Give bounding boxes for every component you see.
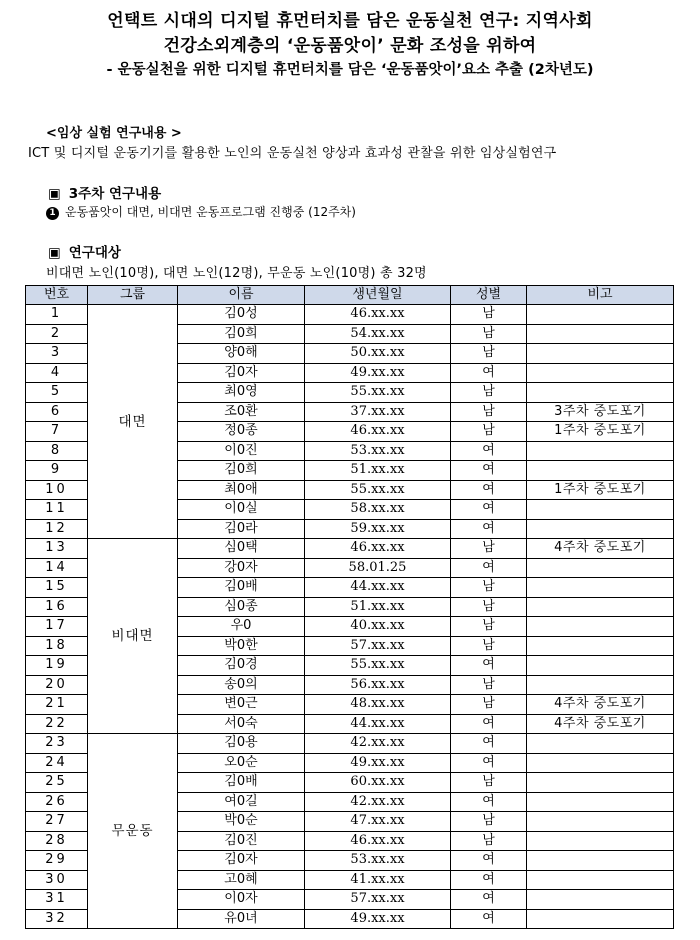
cell-name: 김0희 <box>178 461 305 481</box>
cell-name: 심0종 <box>178 597 305 617</box>
cell-name: 강0자 <box>178 558 305 578</box>
cell-sex: 여 <box>451 500 527 520</box>
cell-note <box>527 383 674 403</box>
cell-name: 이0자 <box>178 890 305 910</box>
week3-heading-text: 3주차 연구내용 <box>68 186 162 202</box>
cell-birth: 55.xx.xx <box>305 480 451 500</box>
cell-sex: 여 <box>451 890 527 910</box>
cell-sex: 남 <box>451 305 527 325</box>
cell-no: 29 <box>26 851 88 871</box>
cell-group: 무운동 <box>88 734 178 929</box>
cell-birth: 49.xx.xx <box>305 363 451 383</box>
cell-birth: 57.xx.xx <box>305 890 451 910</box>
cell-note: 4주차 중도포기 <box>527 714 674 734</box>
cell-sex: 남 <box>451 812 527 832</box>
cell-note <box>527 890 674 910</box>
cell-no: 23 <box>26 734 88 754</box>
cell-birth: 49.xx.xx <box>305 753 451 773</box>
cell-no: 13 <box>26 539 88 559</box>
cell-name: 최0영 <box>178 383 305 403</box>
cell-note: 3주차 중도포기 <box>527 402 674 422</box>
table-row <box>26 305 674 325</box>
cell-name: 양0해 <box>178 344 305 364</box>
cell-sex: 남 <box>451 383 527 403</box>
cell-birth: 58.xx.xx <box>305 500 451 520</box>
cell-birth: 58.01.25 <box>305 558 451 578</box>
cell-note <box>527 656 674 676</box>
cell-sex: 여 <box>451 519 527 539</box>
cell-name: 조0환 <box>178 402 305 422</box>
cell-birth: 47.xx.xx <box>305 812 451 832</box>
cell-no: 14 <box>26 558 88 578</box>
cell-no: 21 <box>26 695 88 715</box>
cell-no: 20 <box>26 675 88 695</box>
cell-note <box>527 831 674 851</box>
cell-note <box>527 734 674 754</box>
cell-name: 최0애 <box>178 480 305 500</box>
cell-sex: 남 <box>451 539 527 559</box>
cell-note <box>527 344 674 364</box>
doc-title-line2: 건강소외계층의 ‘운동품앗이’ 문화 조성을 위하여 <box>163 36 537 56</box>
cell-birth: 48.xx.xx <box>305 695 451 715</box>
cell-no: 25 <box>26 773 88 793</box>
cell-birth: 59.xx.xx <box>305 519 451 539</box>
cell-name: 변0근 <box>178 695 305 715</box>
doc-title-line1: 언택트 시대의 디지털 휴먼터치를 담은 운동실천 연구: 지역사회 <box>107 11 593 31</box>
cell-name: 김0자 <box>178 851 305 871</box>
cell-birth: 46.xx.xx <box>305 422 451 442</box>
cell-name: 김0배 <box>178 773 305 793</box>
cell-no: 8 <box>26 441 88 461</box>
cell-name: 유0녀 <box>178 909 305 929</box>
subjects-heading-text: 연구대상 <box>68 245 121 261</box>
square-bullet-icon: ▣ <box>48 186 61 202</box>
cell-no: 15 <box>26 578 88 598</box>
cell-sex: 남 <box>451 636 527 656</box>
cell-name: 이0진 <box>178 441 305 461</box>
cell-name: 고0혜 <box>178 870 305 890</box>
cell-no: 27 <box>26 812 88 832</box>
cell-name: 여0길 <box>178 792 305 812</box>
cell-sex: 여 <box>451 909 527 929</box>
cell-birth: 42.xx.xx <box>305 734 451 754</box>
cell-birth: 50.xx.xx <box>305 344 451 364</box>
cell-name: 김0성 <box>178 305 305 325</box>
cell-no: 9 <box>26 461 88 481</box>
cell-sex: 남 <box>451 617 527 637</box>
cell-note <box>527 617 674 637</box>
cell-name: 이0실 <box>178 500 305 520</box>
cell-note <box>527 909 674 929</box>
cell-note <box>527 636 674 656</box>
cell-sex: 여 <box>451 792 527 812</box>
table-row <box>26 734 674 754</box>
cell-note <box>527 870 674 890</box>
cell-no: 2 <box>26 324 88 344</box>
cell-birth: 44.xx.xx <box>305 714 451 734</box>
cell-note: 4주차 중도포기 <box>527 695 674 715</box>
cell-note <box>527 324 674 344</box>
square-bullet-icon: ▣ <box>48 245 61 261</box>
cell-no: 4 <box>26 363 88 383</box>
cell-note <box>527 363 674 383</box>
cell-sex: 남 <box>451 597 527 617</box>
header-note: 비고 <box>527 286 674 305</box>
cell-name: 박0순 <box>178 812 305 832</box>
cell-note <box>527 519 674 539</box>
cell-birth: 60.xx.xx <box>305 773 451 793</box>
subjects-summary: 비대면 노인(10명), 대면 노인(12명), 무운동 노인(10명) 총 32명 <box>46 266 427 281</box>
cell-birth: 49.xx.xx <box>305 909 451 929</box>
cell-name: 송0의 <box>178 675 305 695</box>
cell-no: 19 <box>26 656 88 676</box>
cell-sex: 여 <box>451 363 527 383</box>
cell-sex: 여 <box>451 480 527 500</box>
cell-birth: 54.xx.xx <box>305 324 451 344</box>
cell-name: 심0택 <box>178 539 305 559</box>
cell-sex: 여 <box>451 656 527 676</box>
cell-name: 김0희 <box>178 324 305 344</box>
cell-note <box>527 753 674 773</box>
cell-no: 12 <box>26 519 88 539</box>
header-no: 번호 <box>26 286 88 305</box>
doc-subtitle: - 운동실천을 위한 디지털 휴먼터치를 담은 ‘운동품앗이’요소 추출 (2차년도) <box>106 62 594 78</box>
cell-no: 31 <box>26 890 88 910</box>
cell-note <box>527 558 674 578</box>
cell-no: 5 <box>26 383 88 403</box>
cell-sex: 여 <box>451 870 527 890</box>
cell-sex: 여 <box>451 734 527 754</box>
cell-name: 김0배 <box>178 578 305 598</box>
cell-note <box>527 578 674 598</box>
cell-sex: 남 <box>451 344 527 364</box>
cell-sex: 남 <box>451 675 527 695</box>
table-body <box>26 305 674 929</box>
cell-name: 김0용 <box>178 734 305 754</box>
cell-note <box>527 500 674 520</box>
cell-no: 7 <box>26 422 88 442</box>
week3-item <box>46 203 356 220</box>
cell-note <box>527 851 674 871</box>
cell-note <box>527 597 674 617</box>
cell-birth: 51.xx.xx <box>305 461 451 481</box>
cell-sex: 여 <box>451 558 527 578</box>
cell-no: 3 <box>26 344 88 364</box>
header-sex: 성별 <box>451 286 527 305</box>
cell-group: 대면 <box>88 305 178 539</box>
clinical-heading: <임상 실험 연구내용 > <box>46 126 182 141</box>
cell-note <box>527 812 674 832</box>
cell-note <box>527 792 674 812</box>
cell-birth: 41.xx.xx <box>305 870 451 890</box>
cell-no: 30 <box>26 870 88 890</box>
cell-birth: 51.xx.xx <box>305 597 451 617</box>
cell-no: 11 <box>26 500 88 520</box>
cell-note: 1주차 중도포기 <box>527 480 674 500</box>
cell-no: 26 <box>26 792 88 812</box>
header-group: 그룹 <box>88 286 178 305</box>
cell-sex: 여 <box>451 441 527 461</box>
cell-group: 비대면 <box>88 539 178 734</box>
cell-birth: 56.xx.xx <box>305 675 451 695</box>
cell-no: 24 <box>26 753 88 773</box>
cell-sex: 남 <box>451 831 527 851</box>
cell-no: 17 <box>26 617 88 637</box>
cell-birth: 44.xx.xx <box>305 578 451 598</box>
circled-number-icon: 1 <box>46 207 59 220</box>
cell-note <box>527 773 674 793</box>
header-birth: 생년월일 <box>305 286 451 305</box>
cell-no: 28 <box>26 831 88 851</box>
cell-no: 22 <box>26 714 88 734</box>
subjects-heading <box>48 241 121 261</box>
week3-heading <box>48 182 161 202</box>
cell-note: 1주차 중도포기 <box>527 422 674 442</box>
cell-no: 16 <box>26 597 88 617</box>
cell-name: 정0종 <box>178 422 305 442</box>
cell-no: 18 <box>26 636 88 656</box>
cell-no: 32 <box>26 909 88 929</box>
cell-name: 김0경 <box>178 656 305 676</box>
cell-birth: 40.xx.xx <box>305 617 451 637</box>
cell-birth: 46.xx.xx <box>305 305 451 325</box>
cell-sex: 여 <box>451 714 527 734</box>
cell-birth: 53.xx.xx <box>305 441 451 461</box>
cell-note <box>527 461 674 481</box>
table-row <box>26 539 674 559</box>
cell-note <box>527 675 674 695</box>
table-header-row <box>26 286 674 305</box>
cell-birth: 55.xx.xx <box>305 383 451 403</box>
cell-no: 10 <box>26 480 88 500</box>
cell-name: 서0숙 <box>178 714 305 734</box>
cell-sex: 여 <box>451 851 527 871</box>
cell-name: 김0진 <box>178 831 305 851</box>
cell-sex: 여 <box>451 753 527 773</box>
cell-no: 6 <box>26 402 88 422</box>
cell-name: 박0한 <box>178 636 305 656</box>
cell-birth: 57.xx.xx <box>305 636 451 656</box>
cell-birth: 53.xx.xx <box>305 851 451 871</box>
cell-birth: 46.xx.xx <box>305 831 451 851</box>
subjects-table <box>25 285 674 929</box>
cell-sex: 남 <box>451 578 527 598</box>
cell-sex: 남 <box>451 773 527 793</box>
cell-note <box>527 305 674 325</box>
cell-birth: 55.xx.xx <box>305 656 451 676</box>
cell-birth: 46.xx.xx <box>305 539 451 559</box>
cell-name: 우0 <box>178 617 305 637</box>
clinical-body: ICT 및 디지털 운동기기를 활용한 노인의 운동실천 양상과 효과성 관찰을 위한 임상실험연구 <box>28 146 557 161</box>
cell-name: 김0자 <box>178 363 305 383</box>
cell-name: 오0순 <box>178 753 305 773</box>
cell-sex: 남 <box>451 695 527 715</box>
cell-note: 4주차 중도포기 <box>527 539 674 559</box>
cell-name: 김0라 <box>178 519 305 539</box>
cell-sex: 여 <box>451 461 527 481</box>
cell-sex: 남 <box>451 422 527 442</box>
cell-note <box>527 441 674 461</box>
cell-sex: 남 <box>451 324 527 344</box>
cell-sex: 남 <box>451 402 527 422</box>
header-name: 이름 <box>178 286 305 305</box>
cell-birth: 37.xx.xx <box>305 402 451 422</box>
week3-item-text: 운동품앗이 대면, 비대면 운동프로그램 진행중 (12주차) <box>65 205 356 219</box>
cell-birth: 42.xx.xx <box>305 792 451 812</box>
cell-no: 1 <box>26 305 88 325</box>
